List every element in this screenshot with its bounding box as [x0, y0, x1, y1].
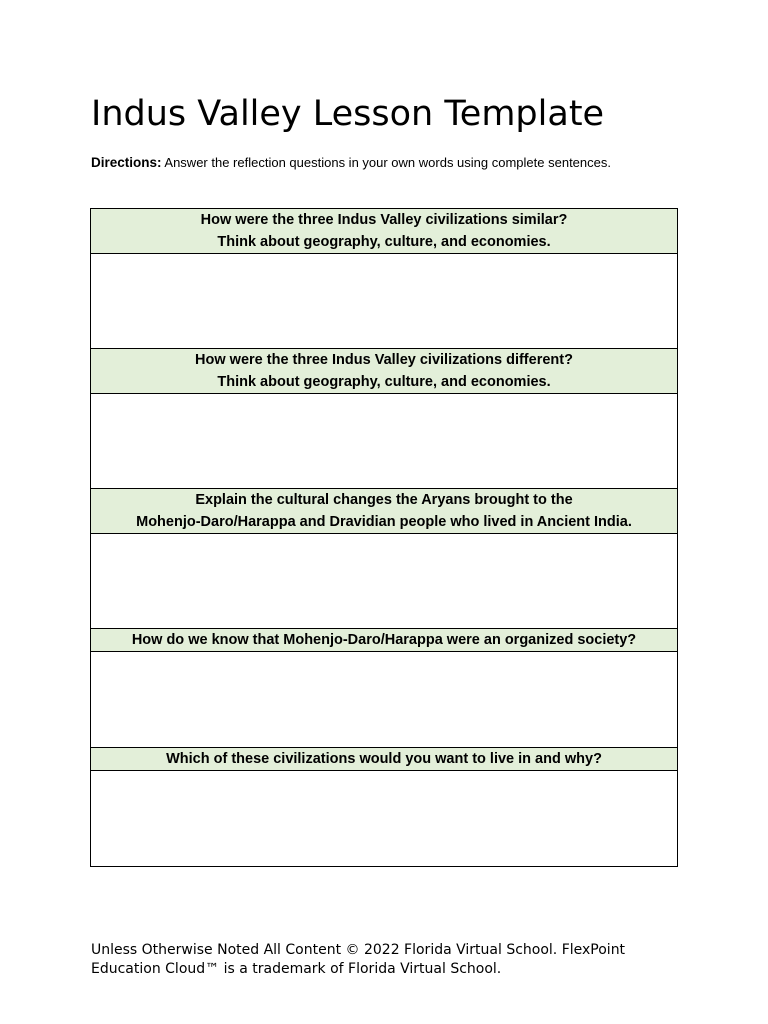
- page-title: Indus Valley Lesson Template: [91, 94, 605, 134]
- question-row: [91, 629, 678, 652]
- directions-label: Directions:: [91, 155, 162, 170]
- question-row: [91, 748, 678, 771]
- question-3-line-1: Explain the cultural changes the Aryans brought to the: [195, 492, 573, 508]
- copyright-footer: [91, 941, 691, 979]
- answer-3-field[interactable]: [91, 534, 678, 629]
- answer-1-field[interactable]: [91, 254, 678, 349]
- question-2: [91, 349, 678, 394]
- answer-row: [91, 394, 678, 489]
- question-4-line-1: How do we know that Mohenjo-Daro/Harappa were an organized society?: [131, 632, 637, 648]
- question-row: [91, 489, 678, 534]
- question-3-line-2: Mohenjo-Daro/Harappa and Dravidian people who lived in Ancient India.: [136, 514, 632, 530]
- question-2-line-2: Think about geography, culture, and economies.: [217, 374, 551, 390]
- answer-row: [91, 771, 678, 867]
- answer-2-field[interactable]: [91, 394, 678, 489]
- answer-row: [91, 534, 678, 629]
- question-row: [91, 349, 678, 394]
- question-4: [91, 629, 678, 652]
- question-2-line-1: How were the three Indus Valley civilizations different?: [195, 352, 573, 368]
- question-1-line-1: How were the three Indus Valley civilizations similar?: [200, 212, 568, 228]
- answer-4-field[interactable]: [91, 652, 678, 748]
- answer-5-field[interactable]: [91, 771, 678, 867]
- answer-row: [91, 652, 678, 748]
- reflection-table: [90, 208, 678, 867]
- answer-row: [91, 254, 678, 349]
- directions-text: Answer the reflection questions in your own words using complete sentences.: [161, 155, 611, 170]
- question-5: [91, 748, 678, 771]
- question-row: [91, 209, 678, 254]
- footer-line-1: Unless Otherwise Noted All Content © 2022 Florida Virtual School. FlexPoint: [91, 942, 626, 958]
- question-5-line-1: Which of these civilizations would you want to live in and why?: [166, 751, 602, 767]
- question-1: [91, 209, 678, 254]
- directions: [91, 154, 611, 172]
- question-3: [91, 489, 678, 534]
- footer-line-2: Education Cloud™ is a trademark of Florida Virtual School.: [91, 961, 502, 977]
- question-1-line-2: Think about geography, culture, and economies.: [217, 234, 551, 250]
